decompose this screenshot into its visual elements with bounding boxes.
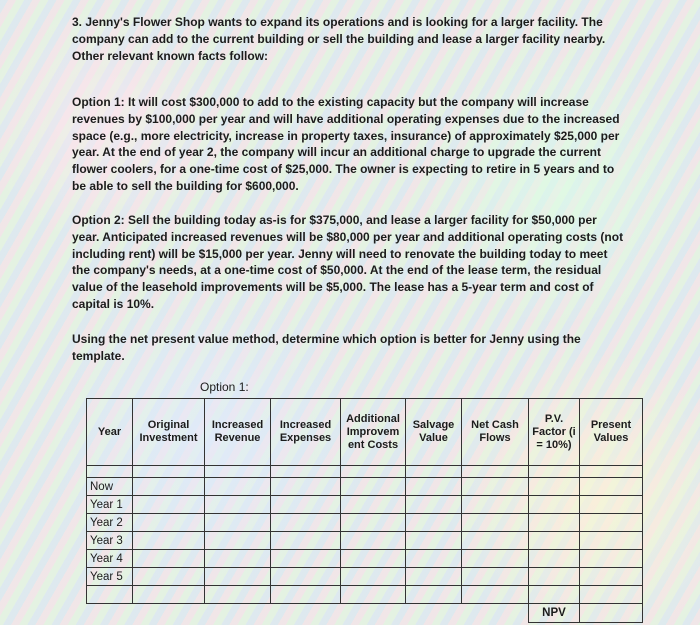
header-salvage-value: Salvage Value [406,399,462,466]
table-row [87,496,643,514]
input-cell[interactable] [580,550,643,568]
header-increased-expenses: Increased Expenses [271,399,341,466]
input-cell[interactable] [580,532,643,550]
table-header-row [87,399,643,466]
row-label: Year 1 [87,496,133,514]
input-cell[interactable] [462,550,529,568]
table-row [87,478,643,496]
input-cell[interactable] [529,478,580,496]
input-cell[interactable] [462,532,529,550]
input-cell[interactable] [406,568,462,586]
input-cell[interactable] [580,496,643,514]
input-cell[interactable] [271,496,341,514]
input-cell[interactable] [205,478,271,496]
input-cell[interactable] [341,550,406,568]
input-cell[interactable] [406,550,462,568]
input-cell[interactable] [406,532,462,550]
input-cell[interactable] [133,514,205,532]
table-row [87,568,643,586]
input-cell[interactable] [133,478,205,496]
npv-row [87,604,643,623]
input-cell[interactable] [529,568,580,586]
input-cell[interactable] [205,496,271,514]
header-present-values: Present Values [580,399,643,466]
input-cell[interactable] [341,478,406,496]
input-cell[interactable] [205,532,271,550]
input-cell[interactable] [133,550,205,568]
problem-intro: 3. Jenny's Flower Shop wants to expand its operations and is looking for a larger facility. The company can add to the current building or sell the building and lease a larger facility nearby. Other relevant known facts follow: [72,15,606,63]
input-cell[interactable] [133,496,205,514]
input-cell[interactable] [271,478,341,496]
header-year: Year [87,399,133,466]
input-cell[interactable] [341,496,406,514]
input-cell[interactable] [133,568,205,586]
row-label: Year 2 [87,514,133,532]
input-cell[interactable] [580,478,643,496]
input-cell[interactable] [462,478,529,496]
npv-label: NPV [529,604,580,623]
row-label: Now [87,478,133,496]
table-row [87,514,643,532]
npv-template-table [86,398,643,623]
option-1-description: Option 1: It will cost $300,000 to add to the existing capacity but the company will increase revenues by $100,000 per year and will have additional operating expenses due to the increased space (e.g., more electricity, increase in property taxes, insurance) of approximately $25,000 per year. At the end of year 2, the company will incur an additional charge to upgrade the current flower coolers, for a one-time cost of $25,000. The owner is expecting to retire in 5 years and to be able to sell the building for $600,000. [72,95,620,193]
spacer-row [87,466,643,478]
input-cell[interactable] [529,514,580,532]
header-net-cash-flows: Net Cash Flows [462,399,529,466]
input-cell[interactable] [271,532,341,550]
input-cell[interactable] [205,514,271,532]
table-row [87,550,643,568]
input-cell[interactable] [529,532,580,550]
input-cell[interactable] [529,496,580,514]
header-increased-revenue: Increased Revenue [205,399,271,466]
input-cell[interactable] [462,496,529,514]
spacer-row [87,586,643,604]
input-cell[interactable] [580,568,643,586]
table-row [87,532,643,550]
input-cell[interactable] [580,514,643,532]
option-2-description: Option 2: Sell the building today as-is for $375,000, and lease a larger facility for $50,000 per year. Anticipated increased revenues will be $80,000 per year and additional operating costs (not including rent) will be $15,000 per year. Jenny will need to renovate the building today to meet the company's needs, at a one-time cost of $50,000. At the end of the lease term, the residual value of the leasehold improvements will be $5,000. The lease has a 5-year term and cost of capital is 10%. [72,213,624,311]
header-original-investment: Original Investment [133,399,205,466]
input-cell[interactable] [406,478,462,496]
input-cell[interactable] [529,550,580,568]
header-additional-improvement-costs: Additional Improvem ent Costs [341,399,406,466]
input-cell[interactable] [341,532,406,550]
row-label: Year 4 [87,550,133,568]
template-label: Option 1: [200,380,249,394]
input-cell[interactable] [341,514,406,532]
input-cell[interactable] [271,568,341,586]
input-cell[interactable] [406,514,462,532]
header-pv-factor: P.V. Factor (i = 10%) [529,399,580,466]
input-cell[interactable] [271,550,341,568]
input-cell[interactable] [205,550,271,568]
input-cell[interactable] [133,532,205,550]
input-cell[interactable] [205,568,271,586]
input-cell[interactable] [271,514,341,532]
input-cell[interactable] [462,568,529,586]
input-cell[interactable] [462,514,529,532]
input-cell[interactable] [406,496,462,514]
instruction-text: Using the net present value method, determine which option is better for Jenny using the template. [72,332,581,363]
input-cell[interactable] [341,568,406,586]
row-label: Year 5 [87,568,133,586]
npv-value-cell[interactable] [580,604,643,623]
row-label: Year 3 [87,532,133,550]
